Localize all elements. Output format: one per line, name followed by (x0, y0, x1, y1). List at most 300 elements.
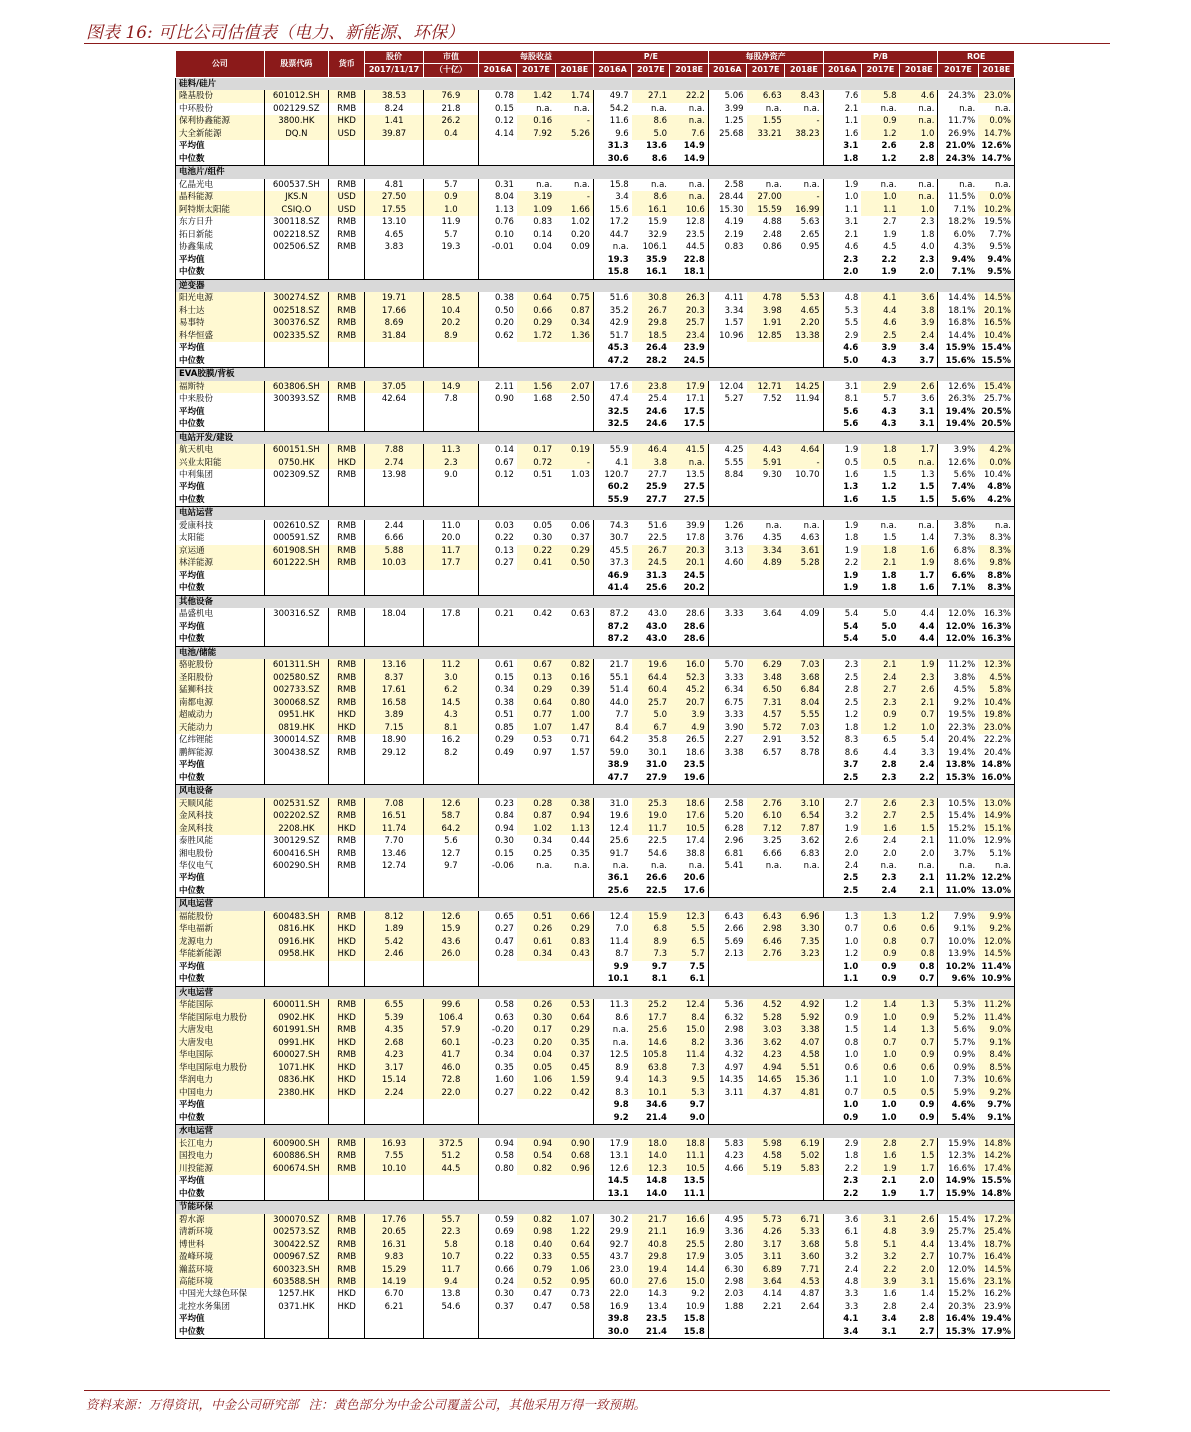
pb-cell: 2.3 (919, 254, 935, 265)
share-price: 3.83 (365, 241, 423, 253)
empty-cell (785, 1188, 823, 1201)
empty-cell (555, 1099, 593, 1111)
ticker-code: 002518.SZ (264, 305, 328, 317)
eps-cell: 0.28 (479, 948, 517, 960)
col-year: 2017E (938, 64, 978, 77)
pe-cell: 9.9 (593, 961, 631, 973)
currency: RMB (329, 1049, 365, 1061)
bps-cell: 12.04 (708, 381, 746, 393)
pe-cell: 105.8 (632, 1049, 670, 1061)
pb-cell: 4.1 (861, 292, 899, 304)
pb-cell: 5.4 (823, 633, 861, 646)
eps-cell: 0.23 (479, 798, 517, 810)
pe-cell: 55.9 (593, 444, 631, 456)
share-price: 10.10 (365, 1163, 423, 1175)
pb-cell: n.a. (918, 103, 935, 114)
empty-cell (264, 254, 328, 266)
currency: RMB (329, 1226, 365, 1238)
empty-cell (329, 342, 365, 354)
ticker-code: 1257.HK (264, 1288, 328, 1300)
roe-cell: 14.5% (978, 292, 1014, 304)
roe-cell: 0.9% (938, 1049, 978, 1061)
eps-cell: 1.03 (571, 469, 590, 480)
eps-cell: 0.69 (479, 1226, 517, 1238)
summary-label: 平均值 (176, 254, 265, 266)
bps-cell: 6.50 (747, 684, 785, 696)
bps-cell: 5.55 (708, 457, 746, 469)
empty-cell (479, 406, 517, 418)
roe-cell: 19.4% (938, 418, 978, 431)
bps-cell: n.a. (803, 520, 820, 531)
bps-cell: 10.96 (708, 330, 746, 342)
share-price: 5.88 (365, 545, 423, 557)
pb-cell: 2.6 (881, 141, 897, 152)
roe-cell: 14.7% (981, 153, 1011, 164)
ticker-code: 300376.SZ (264, 317, 328, 329)
ticker-code: 300316.SZ (264, 608, 328, 620)
pe-cell: 26.6 (646, 873, 667, 884)
pe-cell: 19.6 (632, 659, 670, 671)
pe-cell: 9.2 (691, 1289, 705, 1300)
eps-cell: 4.14 (479, 128, 517, 140)
pb-cell: 6.1 (823, 1226, 861, 1238)
eps-cell: 0.34 (479, 684, 517, 696)
roe-cell: 10.0% (938, 936, 978, 948)
roe-cell: 15.4% (938, 1214, 978, 1226)
section-row (176, 646, 1015, 659)
table-row (176, 1150, 1015, 1162)
pb-cell: 0.7 (861, 1037, 899, 1049)
empty-cell (329, 961, 365, 973)
bps-cell: 33.21 (747, 128, 785, 140)
company-name: 清新环境 (176, 1226, 265, 1238)
roe-cell: 9.2% (978, 1087, 1014, 1099)
eps-cell: 0.06 (571, 520, 590, 531)
empty-cell (747, 355, 785, 368)
bps-cell: 7.03 (785, 659, 823, 671)
roe-cell: 11.4% (981, 961, 1011, 972)
pb-cell: 2.8 (861, 1138, 899, 1150)
bps-cell: 6.66 (762, 848, 782, 859)
pe-cell: 11.3 (593, 999, 631, 1011)
eps-cell: 0.15 (479, 848, 517, 860)
currency: HKD (329, 1301, 365, 1313)
pe-cell: 22.0 (593, 1288, 631, 1300)
roe-cell: 13.0% (981, 885, 1011, 896)
pe-cell: 7.0 (593, 923, 631, 935)
bps-cell: 4.92 (785, 999, 823, 1011)
col-year: 2017E (861, 64, 899, 77)
market-cap: 28.5 (423, 292, 478, 304)
eps-cell: 1.42 (517, 90, 555, 102)
pe-cell: 13.4 (648, 1301, 667, 1312)
company-name: 晶盛机电 (176, 608, 265, 620)
share-price: 5.42 (365, 936, 423, 948)
bps-cell: 4.89 (747, 557, 785, 569)
pe-cell: 9.7 (689, 1100, 705, 1111)
eps-cell: 0.58 (571, 1301, 590, 1312)
roe-cell: 12.6% (938, 457, 978, 469)
share-price: 16.58 (365, 697, 423, 709)
pe-cell: 8.1 (651, 974, 667, 985)
company-name: 盈峰环境 (176, 1251, 265, 1263)
empty-cell (264, 1099, 328, 1111)
roe-cell: n.a. (995, 861, 1011, 871)
bps-cell: 2.27 (708, 734, 746, 746)
empty-cell (423, 1313, 478, 1325)
pe-cell: 64.2 (593, 734, 631, 746)
table-row (176, 1012, 1015, 1024)
pe-cell: n.a. (593, 241, 631, 253)
currency: RMB (329, 659, 365, 671)
empty-cell (479, 254, 517, 266)
pe-cell: 3.9 (670, 709, 708, 721)
empty-cell (747, 254, 785, 266)
currency: RMB (329, 1239, 365, 1251)
pb-cell: 2.8 (919, 153, 935, 164)
ticker-code: 2208.HK (264, 823, 328, 835)
table-row (176, 179, 1015, 191)
share-price: 8.12 (365, 911, 423, 923)
eps-cell: 1.07 (555, 1214, 593, 1226)
pe-cell: 42.9 (593, 317, 631, 329)
eps-cell: 0.29 (479, 734, 517, 746)
pe-cell: 39.8 (593, 1313, 631, 1325)
bps-cell: 6.43 (747, 911, 785, 923)
pe-cell: 35.8 (648, 735, 667, 746)
roe-cell: 10.2% (978, 204, 1014, 216)
pe-cell: 120.7 (593, 469, 631, 481)
share-price: 16.93 (365, 1138, 423, 1150)
pe-cell: 3.4 (593, 191, 631, 203)
pe-cell: 16.1 (632, 204, 670, 216)
pe-cell: 16.1 (646, 267, 667, 278)
pe-cell: 5.3 (670, 1087, 708, 1099)
currency: RMB (329, 330, 365, 342)
eps-cell: 0.49 (479, 747, 517, 759)
empty-cell (517, 418, 555, 431)
pb-cell: 3.6 (900, 292, 938, 304)
eps-cell: 1.02 (571, 217, 590, 228)
section-row (176, 898, 1015, 911)
pe-cell: 27.7 (646, 494, 667, 505)
roe-cell: 16.8% (938, 317, 978, 329)
col-ticker: 股票代码 (264, 51, 328, 78)
bps-cell: 5.53 (785, 292, 823, 304)
market-cap: 4.3 (423, 709, 478, 721)
currency: HKD (329, 457, 365, 469)
source-note: 资料来源：万得资讯，中金公司研究部 (86, 1397, 299, 1412)
pe-cell: 22.5 (646, 885, 667, 896)
pb-cell: 2.4 (881, 885, 897, 896)
pe-cell: 9.0 (689, 1112, 705, 1123)
empty-cell (708, 355, 746, 368)
company-name: 科士达 (176, 305, 265, 317)
market-cap: 7.8 (423, 393, 478, 405)
empty-cell (423, 153, 478, 166)
empty-cell (555, 406, 593, 418)
pb-cell: 2.4 (883, 836, 897, 847)
roe-cell: 15.9% (938, 1188, 978, 1201)
company-name: 长江电力 (176, 1138, 265, 1150)
roe-cell: 7.9% (938, 911, 978, 923)
empty-cell (517, 254, 555, 266)
roe-cell: 9.5% (987, 267, 1011, 278)
pe-cell: 8.2 (670, 1037, 708, 1049)
roe-cell: 8.3% (987, 583, 1011, 594)
empty-cell (329, 633, 365, 646)
pb-cell: 2.0 (919, 267, 935, 278)
market-cap: 5.8 (423, 1239, 478, 1251)
bps-cell: 4.23 (708, 1150, 746, 1162)
empty-cell (708, 1112, 746, 1125)
table-row (176, 457, 1015, 469)
pe-cell: 19.6 (593, 810, 631, 822)
table-row (176, 608, 1015, 620)
pe-cell: 29.8 (632, 1251, 670, 1263)
pe-cell: 26.4 (646, 343, 667, 354)
currency: HKD (329, 709, 365, 721)
share-price: 8.24 (365, 103, 423, 115)
empty-cell (747, 418, 785, 431)
share-price: 4.35 (365, 1024, 423, 1036)
table-row (176, 848, 1015, 860)
empty-cell (517, 621, 555, 633)
currency: RMB (329, 393, 365, 405)
table-row (176, 103, 1015, 115)
empty-cell (365, 961, 423, 973)
eps-cell: 0.64 (517, 292, 555, 304)
pb-cell: n.a. (880, 179, 897, 190)
empty-cell (785, 1313, 823, 1325)
eps-cell: 0.50 (555, 557, 593, 569)
pb-cell: 0.6 (900, 1062, 938, 1074)
market-cap: 99.6 (423, 999, 478, 1011)
average-row (176, 254, 1015, 266)
ticker-code: 600537.SH (264, 179, 328, 191)
pe-cell: 24.6 (646, 419, 667, 430)
pe-cell: 91.7 (593, 848, 631, 860)
pb-cell: 2.1 (919, 885, 935, 896)
ticker-code: 002531.SZ (264, 798, 328, 810)
empty-cell (329, 1112, 365, 1125)
bps-cell: 7.87 (785, 823, 823, 835)
roe-cell: 3.7% (938, 848, 978, 860)
eps-cell: 0.45 (555, 1062, 593, 1074)
pe-cell: 17.6 (670, 810, 708, 822)
bps-cell: 4.65 (785, 305, 823, 317)
summary-label: 平均值 (176, 570, 265, 582)
pe-cell: 22.5 (648, 533, 667, 544)
eps-cell: - (555, 457, 593, 469)
summary-label: 中位数 (176, 582, 265, 595)
pe-cell: n.a. (593, 1037, 631, 1049)
roe-cell: 15.3% (938, 772, 978, 785)
empty-cell (517, 633, 555, 646)
pe-cell: 20.7 (670, 697, 708, 709)
table-row (176, 747, 1015, 759)
roe-cell: 20.5% (981, 406, 1011, 417)
pb-cell: 3.1 (823, 381, 861, 393)
roe-cell: 9.9% (978, 911, 1014, 923)
company-name: 大唐发电 (176, 1024, 265, 1036)
pe-cell: 8.9 (593, 1062, 631, 1074)
pb-cell: 4.8 (861, 1226, 899, 1238)
eps-cell: 0.87 (555, 305, 593, 317)
roe-cell: 10.2% (938, 961, 978, 973)
pb-cell: 2.0 (823, 848, 861, 860)
eps-cell: 0.78 (479, 90, 517, 102)
eps-cell: 0.51 (533, 469, 553, 480)
pe-cell: 17.4 (685, 836, 705, 847)
empty-cell (329, 1188, 365, 1201)
eps-cell: 0.22 (517, 1087, 555, 1099)
pb-cell: 2.6 (900, 684, 938, 696)
eps-cell: 0.35 (555, 1037, 593, 1049)
pe-cell: 17.7 (632, 1012, 670, 1024)
pe-cell: 26.7 (632, 545, 670, 557)
bps-cell: 4.60 (708, 557, 746, 569)
bps-cell: 5.28 (747, 1012, 785, 1024)
empty-cell (264, 153, 328, 166)
market-cap: 60.1 (423, 1037, 478, 1049)
bps-cell: 4.52 (747, 999, 785, 1011)
market-cap: 11.9 (423, 216, 478, 228)
bps-cell: 4.26 (747, 1226, 785, 1238)
pb-cell: 1.0 (823, 191, 861, 203)
market-cap: 14.5 (423, 697, 478, 709)
company-name: 兴业太阳能 (176, 457, 265, 469)
pe-cell: 25.4 (648, 394, 667, 405)
roe-cell: 14.9% (938, 1175, 978, 1187)
pb-cell: 1.2 (823, 999, 861, 1011)
pb-cell: 1.8 (823, 153, 861, 166)
roe-cell: 26.3% (938, 393, 978, 405)
bps-cell: 3.23 (785, 948, 823, 960)
share-price: 12.74 (365, 860, 423, 872)
ticker-code: 0902.HK (264, 1012, 328, 1024)
section-name: 风电运营 (176, 898, 1015, 911)
market-cap: 76.9 (423, 90, 478, 102)
bps-cell: 6.43 (708, 911, 746, 923)
eps-cell: 0.66 (479, 1264, 517, 1276)
section-name: 风电设备 (176, 785, 1015, 798)
share-price: 6.66 (365, 532, 423, 544)
pb-cell: 0.9 (861, 709, 899, 721)
pb-cell: 2.0 (920, 848, 935, 859)
pe-cell: 18.6 (685, 747, 705, 758)
currency: RMB (329, 444, 365, 456)
average-row (176, 961, 1015, 973)
share-price: 2.46 (365, 948, 423, 960)
pe-cell: 15.6 (593, 204, 631, 216)
empty-cell (329, 1175, 365, 1187)
pe-cell: 24.5 (683, 570, 705, 581)
company-name: 大唐发电 (176, 1037, 265, 1049)
roe-cell: 11.2% (978, 999, 1014, 1011)
share-price: 7.55 (365, 1150, 423, 1162)
pe-cell: 20.3 (670, 305, 708, 317)
ticker-code: 300129.SZ (264, 835, 328, 847)
empty-cell (555, 772, 593, 785)
pb-cell: 2.7 (861, 810, 899, 822)
pe-cell: n.a. (650, 861, 667, 871)
pe-cell: 12.3 (670, 911, 708, 923)
pe-cell: 8.3 (593, 1087, 631, 1099)
bps-cell: 4.58 (785, 1049, 823, 1061)
pb-cell: 1.2 (861, 128, 899, 140)
roe-cell: 7.1% (938, 582, 978, 595)
roe-cell: 20.4% (938, 734, 978, 746)
currency: RMB (329, 608, 365, 620)
pb-cell: 5.8 (823, 1239, 861, 1251)
pb-cell: 0.9 (881, 974, 897, 985)
eps-cell: 0.61 (517, 936, 555, 948)
pe-cell: 27.7 (648, 469, 667, 480)
bps-cell: 14.25 (785, 381, 823, 393)
roe-cell: 13.0% (978, 798, 1014, 810)
roe-cell: 19.4% (981, 1314, 1011, 1325)
company-name: 大全新能源 (176, 128, 265, 140)
eps-cell: 0.53 (533, 735, 553, 746)
empty-cell (264, 406, 328, 418)
bps-cell: 3.99 (708, 103, 746, 115)
table-row (176, 659, 1015, 671)
roe-cell: 14.8% (978, 1138, 1014, 1150)
empty-cell (517, 494, 555, 507)
empty-cell (747, 153, 785, 166)
bps-cell: 15.59 (747, 204, 785, 216)
pb-cell: 5.5 (823, 317, 861, 329)
eps-cell: n.a. (573, 179, 590, 190)
ticker-code: 0816.HK (264, 923, 328, 935)
empty-cell (423, 973, 478, 986)
empty-cell (479, 153, 517, 166)
pb-cell: 1.0 (900, 128, 938, 140)
bps-cell: 5.41 (708, 860, 746, 872)
empty-cell (329, 885, 365, 898)
table-row (176, 305, 1015, 317)
roe-cell: 14.4% (938, 292, 978, 304)
pe-cell: 51.4 (593, 684, 631, 696)
col-year: 2018E (978, 64, 1014, 77)
ticker-code: JKS.N (264, 191, 328, 203)
bps-cell: 1.88 (708, 1301, 746, 1313)
bps-cell: 0.95 (800, 242, 820, 253)
pb-cell: 0.7 (900, 709, 938, 721)
pb-cell: 2.9 (861, 381, 899, 393)
eps-cell: 0.55 (555, 1251, 593, 1263)
pb-cell: 2.5 (823, 885, 861, 898)
pb-cell: 0.9 (919, 1100, 935, 1111)
pe-cell: 12.8 (685, 217, 705, 228)
pe-cell: 11.6 (593, 115, 631, 127)
pb-cell: 1.9 (883, 229, 897, 240)
company-name: 泰胜风能 (176, 835, 265, 847)
pb-cell: 1.0 (900, 1074, 938, 1086)
roe-cell: 4.2% (987, 494, 1011, 505)
roe-cell: 16.4% (978, 1251, 1014, 1263)
share-price: 2.24 (365, 1087, 423, 1099)
eps-cell: 0.10 (479, 229, 517, 241)
ticker-code: 000591.SZ (264, 532, 328, 544)
pb-cell: 1.0 (823, 1099, 861, 1111)
ticker-code: 0836.HK (264, 1074, 328, 1086)
roe-cell: 15.3% (938, 1326, 978, 1339)
market-cap: 57.9 (423, 1024, 478, 1036)
bps-cell: 4.87 (800, 1289, 820, 1300)
section-name: 其他设备 (176, 595, 1015, 608)
